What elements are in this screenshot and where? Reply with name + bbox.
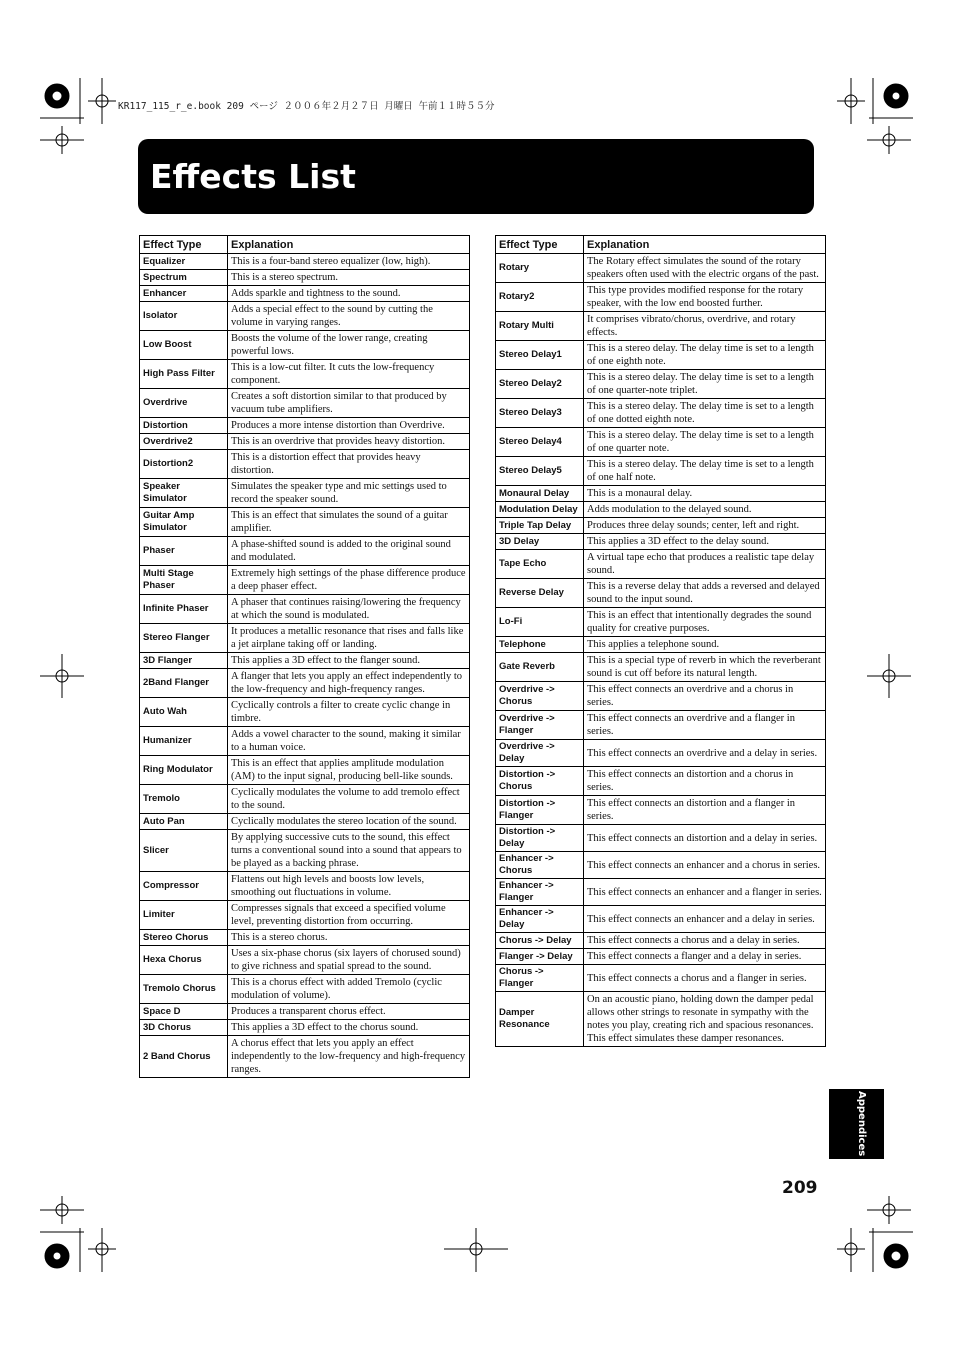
table-row [140,508,470,537]
explanation-cell: This effect connects an overdrive and a chorus in series. [584,682,826,711]
effect-type-cell: Damper Resonance [496,992,584,1047]
effect-type-cell: Auto Pan [140,814,228,830]
effect-type-cell: Overdrive [140,389,228,418]
table-row [496,457,826,486]
effect-type-cell: Enhancer [140,286,228,302]
effect-type-cell: Rotary [496,254,584,283]
explanation-cell: This effect connects an overdrive and a flanger in series. [584,711,826,740]
table-row [140,254,470,270]
table-row [496,579,826,608]
explanation-cell: This effect connects a flanger and a delay in series. [584,949,826,965]
effect-type-cell: 2 Band Chorus [140,1036,228,1078]
explanation-cell: Produces three delay sounds; center, left and right. [584,518,826,534]
explanation-cell: This effect connects a chorus and a flanger in series. [584,965,826,992]
explanation-cell: This effect connects an distortion and a flanger in series. [584,796,826,825]
table-row [496,341,826,370]
explanation-cell: This is an effect that intentionally degrades the sound quality for creative purposes. [584,608,826,637]
explanation-cell: This applies a 3D effect to the flanger sound. [228,653,470,669]
page-number: 209 [782,1178,818,1198]
table-row [496,682,826,711]
effect-type-cell: Stereo Chorus [140,930,228,946]
effect-type-cell: Stereo Delay1 [496,341,584,370]
column-header-explanation: Explanation [584,236,826,254]
table-row [140,653,470,669]
explanation-cell: Produces a more intense distortion than Overdrive. [228,418,470,434]
effect-type-cell: Stereo Delay2 [496,370,584,399]
effect-type-cell: Chorus -> Flanger [496,965,584,992]
table-row [140,389,470,418]
section-tab [829,1089,884,1159]
explanation-cell: This is a stereo spectrum. [228,270,470,286]
effect-type-cell: Stereo Delay5 [496,457,584,486]
effect-type-cell: Guitar Amp Simulator [140,508,228,537]
table-row [496,608,826,637]
table-row [496,906,826,933]
explanation-cell: A phase-shifted sound is added to the original sound and modulated. [228,537,470,566]
effect-type-cell: Slicer [140,830,228,872]
explanation-cell: This is a monaural delay. [584,486,826,502]
table-row [496,370,826,399]
table-row [140,756,470,785]
effect-type-cell: Infinite Phaser [140,595,228,624]
column-header-effect-type: Effect Type [496,236,584,254]
page-title: Effects List [150,157,356,196]
table-header-row [140,236,470,254]
table-row [496,653,826,682]
explanation-cell: Produces a transparent chorus effect. [228,1004,470,1020]
table-row [496,949,826,965]
table-row [496,740,826,767]
table-row [496,992,826,1047]
table-row [496,502,826,518]
explanation-cell: Cyclically controls a filter to create cyclic change in timbre. [228,698,470,727]
explanation-cell: This effect connects a chorus and a delay in series. [584,933,826,949]
effect-type-cell: 3D Flanger [140,653,228,669]
effects-table-left [139,235,470,1078]
effect-type-cell: Phaser [140,537,228,566]
table-row [140,785,470,814]
table-row [140,537,470,566]
effect-type-cell: 2Band Flanger [140,669,228,698]
column-header-explanation: Explanation [228,236,470,254]
table-row [496,879,826,906]
column-header-effect-type: Effect Type [140,236,228,254]
effect-type-cell: Reverse Delay [496,579,584,608]
effect-type-cell: Hexa Chorus [140,946,228,975]
table-row [496,550,826,579]
effect-type-cell: Lo-Fi [496,608,584,637]
explanation-cell: Flattens out high levels and boosts low levels, smoothing out fluctuations in volume. [228,872,470,901]
explanation-cell: This applies a 3D effect to the delay sound. [584,534,826,550]
table-row [140,669,470,698]
explanation-cell: This applies a telephone sound. [584,637,826,653]
effect-type-cell: Multi Stage Phaser [140,566,228,595]
explanation-cell: It produces a metallic resonance that rises and falls like a jet airplane taking off or landing. [228,624,470,653]
effect-type-cell: Distortion2 [140,450,228,479]
table-row [496,796,826,825]
table-row [140,286,470,302]
effect-type-cell: Compressor [140,872,228,901]
table-row [496,767,826,796]
explanation-cell: The Rotary effect simulates the sound of the rotary speakers often used with the electric organs of the past. [584,254,826,283]
explanation-cell: Adds modulation to the delayed sound. [584,502,826,518]
explanation-cell: This is a four-band stereo equalizer (low, high). [228,254,470,270]
explanation-cell: Creates a soft distortion similar to that produced by vacuum tube amplifiers. [228,389,470,418]
effect-type-cell: Modulation Delay [496,502,584,518]
explanation-cell: This effect connects an enhancer and a chorus in series. [584,852,826,879]
explanation-cell: On an acoustic piano, holding down the damper pedal allows other strings to resonate in sympathy with the notes you play, creating rich and spacious resonances. This effect simulates these damper resonances. [584,992,826,1047]
explanation-cell: This applies a 3D effect to the chorus sound. [228,1020,470,1036]
effect-type-cell: Equalizer [140,254,228,270]
table-row [140,434,470,450]
explanation-cell: A chorus effect that lets you apply an effect independently to the low-frequency and high-frequency ranges. [228,1036,470,1078]
explanation-cell: A flanger that lets you apply an effect independently to the low-frequency and high-frequency ranges. [228,669,470,698]
table-header-row [496,236,826,254]
effect-type-cell: Tape Echo [496,550,584,579]
effect-type-cell: Chorus -> Delay [496,933,584,949]
table-row [496,933,826,949]
table-row [496,825,826,852]
effect-type-cell: Tremolo [140,785,228,814]
explanation-cell: A phaser that continues raising/lowering the frequency at which the sound is modulated. [228,595,470,624]
effect-type-cell: High Pass Filter [140,360,228,389]
effects-table-right [495,235,826,1047]
table-row [140,1036,470,1078]
explanation-cell: Adds a special effect to the sound by cutting the volume in varying ranges. [228,302,470,331]
explanation-cell: Uses a six-phase chorus (six layers of chorused sound) to give richness and spatial spread to the sound. [228,946,470,975]
effect-type-cell: 3D Delay [496,534,584,550]
table-row [496,428,826,457]
effect-type-cell: Limiter [140,901,228,930]
explanation-cell: This type provides modified response for the rotary speaker, with the low end boosted further. [584,283,826,312]
explanation-cell: Cyclically modulates the volume to add tremolo effect to the sound. [228,785,470,814]
table-row [496,486,826,502]
effect-type-cell: Overdrive -> Chorus [496,682,584,711]
explanation-cell: By applying successive cuts to the sound, this effect turns a conventional sound into a sound that appears to be played as a backing phrase. [228,830,470,872]
explanation-cell: This is a stereo chorus. [228,930,470,946]
effect-type-cell: Humanizer [140,727,228,756]
table-row [496,254,826,283]
effect-type-cell: Triple Tap Delay [496,518,584,534]
table-row [140,302,470,331]
explanation-cell: This effect connects an enhancer and a flanger in series. [584,879,826,906]
explanation-cell: This is an overdrive that provides heavy distortion. [228,434,470,450]
table-row [496,711,826,740]
effect-type-cell: Enhancer -> Delay [496,906,584,933]
explanation-cell: This is a stereo delay. The delay time is set to a length of one quarter-note triplet. [584,370,826,399]
table-row [496,312,826,341]
table-row [496,399,826,428]
explanation-cell: Extremely high settings of the phase difference produce a deep phaser effect. [228,566,470,595]
explanation-cell: This is a stereo delay. The delay time is set to a length of one dotted eighth note. [584,399,826,428]
table-row [140,360,470,389]
table-row [140,595,470,624]
effect-type-cell: Enhancer -> Flanger [496,879,584,906]
explanation-cell: This is a low-cut filter. It cuts the low-frequency component. [228,360,470,389]
effect-type-cell: Distortion -> Flanger [496,796,584,825]
table-row [140,1020,470,1036]
effect-type-cell: Distortion -> Delay [496,825,584,852]
effect-type-cell: Distortion [140,418,228,434]
table-row [140,1004,470,1020]
effect-type-cell: Overdrive -> Flanger [496,711,584,740]
effect-type-cell: Stereo Flanger [140,624,228,653]
explanation-cell: This is an effect that simulates the sound of a guitar amplifier. [228,508,470,537]
table-row [140,566,470,595]
file-info-header: KR117_115_r_e.book 209 ページ ２００６年２月２７日 月曜日 午前１１時５５分 [118,101,495,112]
explanation-cell: This is a special type of reverb in which the reverberant sound is cut off before its natural length. [584,653,826,682]
title-bar [138,139,814,214]
explanation-cell: A virtual tape echo that produces a realistic tape delay sound. [584,550,826,579]
table-row [140,930,470,946]
effect-type-cell: Stereo Delay4 [496,428,584,457]
explanation-cell: This effect connects an distortion and a chorus in series. [584,767,826,796]
explanation-cell: Adds sparkle and tightness to the sound. [228,286,470,302]
effect-type-cell: Space D [140,1004,228,1020]
effect-type-cell: Spectrum [140,270,228,286]
table-row [496,283,826,312]
table-row [140,450,470,479]
effect-type-cell: Telephone [496,637,584,653]
effect-type-cell: Overdrive -> Delay [496,740,584,767]
explanation-cell: Compresses signals that exceed a specified volume level, preventing distortion from occurring. [228,901,470,930]
table-row [140,975,470,1004]
effect-type-cell: Distortion -> Chorus [496,767,584,796]
table-row [140,814,470,830]
effect-type-cell: Overdrive2 [140,434,228,450]
effect-type-cell: Speaker Simulator [140,479,228,508]
table-row [140,901,470,930]
effect-type-cell: Tremolo Chorus [140,975,228,1004]
effect-type-cell: Ring Modulator [140,756,228,785]
explanation-cell: This is a stereo delay. The delay time is set to a length of one half note. [584,457,826,486]
effect-type-cell: 3D Chorus [140,1020,228,1036]
explanation-cell: Boosts the volume of the lower range, creating powerful lows. [228,331,470,360]
explanation-cell: This is a stereo delay. The delay time is set to a length of one eighth note. [584,341,826,370]
table-row [140,418,470,434]
effect-type-cell: Rotary2 [496,283,584,312]
explanation-cell: This is a chorus effect with added Tremolo (cyclic modulation of volume). [228,975,470,1004]
table-row [140,946,470,975]
explanation-cell: This effect connects an distortion and a delay in series. [584,825,826,852]
effect-type-cell: Monaural Delay [496,486,584,502]
effect-type-cell: Rotary Multi [496,312,584,341]
explanation-cell: This is a reverse delay that adds a reversed and delayed sound to the input sound. [584,579,826,608]
table-row [496,852,826,879]
section-tab-label: Appendices [856,1091,867,1157]
explanation-cell: This is an effect that applies amplitude modulation (AM) to the input signal, producing bell-like sounds. [228,756,470,785]
effect-type-cell: Isolator [140,302,228,331]
table-row [140,331,470,360]
table-row [140,872,470,901]
explanation-cell: Simulates the speaker type and mic settings used to record the speaker sound. [228,479,470,508]
table-row [496,518,826,534]
effect-type-cell: Auto Wah [140,698,228,727]
explanation-cell: It comprises vibrato/chorus, overdrive, and rotary effects. [584,312,826,341]
effect-type-cell: Stereo Delay3 [496,399,584,428]
table-row [496,637,826,653]
explanation-cell: This effect connects an enhancer and a delay in series. [584,906,826,933]
table-row [140,479,470,508]
table-row [140,727,470,756]
explanation-cell: This effect connects an overdrive and a delay in series. [584,740,826,767]
table-row [140,830,470,872]
explanation-cell: This is a stereo delay. The delay time is set to a length of one quarter note. [584,428,826,457]
explanation-cell: Cyclically modulates the stereo location of the sound. [228,814,470,830]
table-row [496,534,826,550]
effect-type-cell: Low Boost [140,331,228,360]
effect-type-cell: Enhancer -> Chorus [496,852,584,879]
explanation-cell: This is a distortion effect that provides heavy distortion. [228,450,470,479]
table-row [140,698,470,727]
explanation-cell: Adds a vowel character to the sound, making it similar to a human voice. [228,727,470,756]
effect-type-cell: Flanger -> Delay [496,949,584,965]
table-row [140,270,470,286]
effect-type-cell: Gate Reverb [496,653,584,682]
table-row [496,965,826,992]
table-row [140,624,470,653]
